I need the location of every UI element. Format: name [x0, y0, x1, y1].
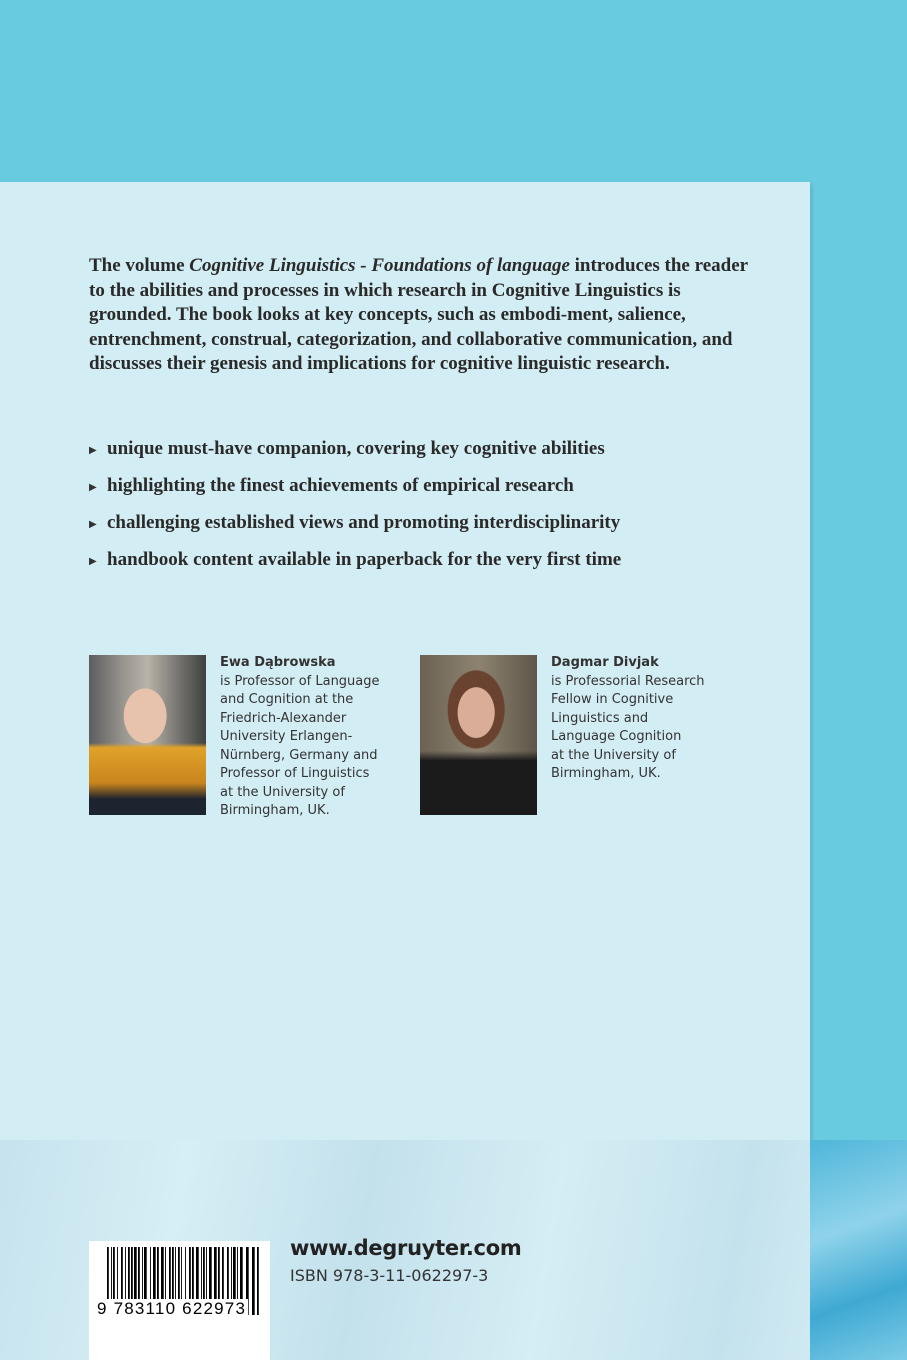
feature-text: handbook content available in paperback for the very first time — [107, 549, 622, 570]
description-prefix: The volume — [89, 255, 190, 276]
triangle-right-icon: ▶ — [89, 519, 97, 530]
bio-line: Friedrich-Alexander — [220, 710, 347, 726]
feature-text: unique must-have companion, covering key cognitive abilities — [107, 438, 605, 459]
author-name: Ewa Dąbrowska — [220, 655, 336, 670]
bio-line: University Erlangen- — [220, 729, 353, 744]
book-title: Cognitive Linguistics - Foundations of language — [189, 255, 570, 276]
bio-line: Nürnberg, Germany and — [220, 747, 378, 763]
feature-text: challenging established views and promoting interdisciplinarity — [107, 512, 621, 533]
bio-line: Language Cognition — [551, 729, 682, 744]
author-name: Dagmar Divjak — [551, 655, 659, 670]
bio-line: at the University of — [220, 784, 345, 800]
barcode-bar — [257, 1247, 259, 1315]
publisher-url: www.degruyter.com — [290, 1236, 522, 1260]
bio-line: Birmingham, UK. — [220, 803, 330, 818]
bio-line: at the University of — [551, 747, 676, 763]
author-photo-dabrowska — [89, 655, 206, 815]
bio-line: Linguistics and — [551, 710, 649, 726]
triangle-right-icon: ▶ — [89, 556, 97, 567]
barcode — [89, 1241, 270, 1360]
triangle-right-icon: ▶ — [89, 482, 97, 493]
bio-line: Professor of Linguistics — [220, 766, 370, 781]
feature-item — [89, 475, 621, 512]
barcode-digits: 9 783110 622973 — [97, 1299, 247, 1318]
isbn: ISBN 978-3-11-062297-3 — [290, 1266, 489, 1285]
author-bio-dabrowska — [220, 654, 380, 821]
author-bio-divjak — [551, 654, 705, 784]
description-body: introduces the reader to the abilities and processes in which research in Cognitive Linguistics is grounded. The book looks at key concepts, such as embodi-ment, salience, entrenchment, construal, categorization, and collaborative communication, and discusses their genesis and implications for cognitive linguistic research. — [89, 255, 748, 374]
feature-item — [89, 549, 621, 586]
water-texture-edge — [810, 1140, 907, 1360]
feature-list — [89, 438, 621, 586]
barcode-bar — [252, 1247, 255, 1315]
feature-item — [89, 512, 621, 549]
feature-text: highlighting the finest achievements of empirical research — [107, 475, 574, 496]
triangle-right-icon: ▶ — [89, 445, 97, 456]
bio-line: and Cognition at the — [220, 692, 354, 707]
book-description — [89, 254, 749, 377]
author-photo-divjak — [420, 655, 537, 815]
bio-line: is Professorial Research — [551, 673, 705, 689]
feature-item — [89, 438, 621, 475]
bio-line: is Professor of Language — [220, 673, 380, 689]
bio-line: Birmingham, UK. — [551, 766, 661, 781]
bio-line: Fellow in Cognitive — [551, 692, 674, 707]
